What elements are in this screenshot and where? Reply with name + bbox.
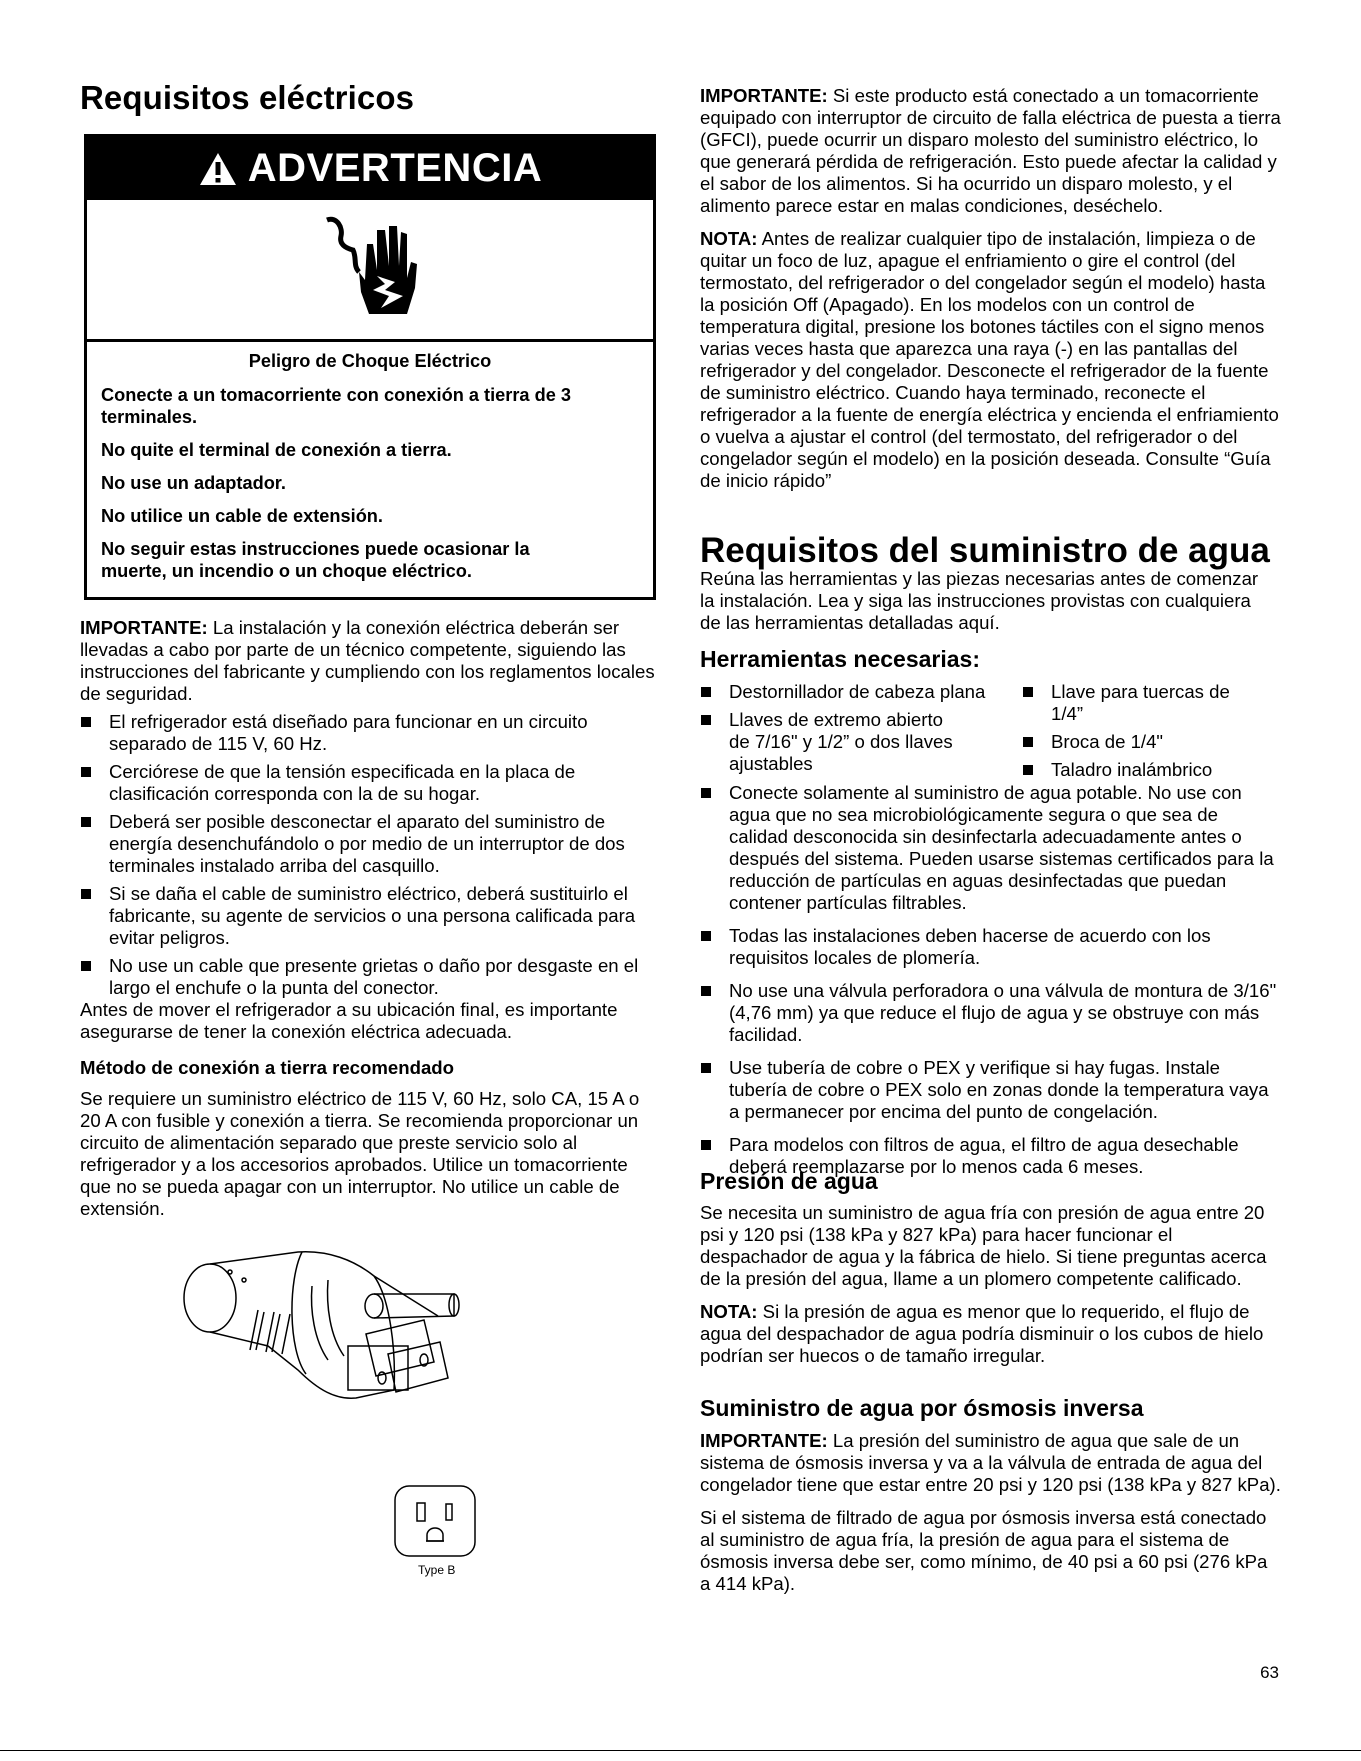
warning-item: Conecte a un tomacorriente con conexión a tierra de 3 terminales. xyxy=(101,385,571,427)
water-pressure-heading: Presión de agua xyxy=(700,1168,878,1194)
warning-item: No quite el terminal de conexión a tierra. xyxy=(101,440,452,460)
water-bullets xyxy=(700,782,1282,1184)
page-number: 63 xyxy=(1260,1663,1279,1682)
bottom-rule xyxy=(0,1750,1361,1751)
water-supply-heading: Requisitos del suministro de agua xyxy=(700,531,1270,570)
pressure-nota xyxy=(700,1301,1282,1367)
warning-item: No seguir estas instrucciones puede ocasionar la muerte, un incendio o un choque eléctrico. xyxy=(101,539,530,581)
grounding-method-heading: Método de conexión a tierra recomendado xyxy=(80,1057,455,1078)
list-item: Conecte solamente al suministro de agua potable. No use con agua que no sea microbiológicamente segura o que sea de calidad desconocida sin desinfectarla adecuadamente antes o después del sistema. Pueden usarse sistemas certificados para la reducción de partículas en aguas desinfectadas que puedan contener partículas filtrables. xyxy=(700,782,1282,914)
tools-heading: Herramientas necesarias: xyxy=(700,646,980,672)
list-item: Cerciórese de que la tensión especificada en la placa de clasificación corresponda con la de su hogar. xyxy=(80,761,660,805)
grounding-method-text: Se requiere un suministro eléctrico de 115 V, 60 Hz, solo CA, 15 A o 20 A con fusible y conexión a tierra. Se recomienda proporcionar un circuito de alimentación separado que preste servicio solo al refrigerador y a los accesorios aprobados. Utilice un tomacorriente que no se pueda apagar con un interruptor. No utilice un cable de extensión. xyxy=(80,1088,640,1219)
warning-item: No use un adaptador. xyxy=(101,473,286,493)
list-item: No use una válvula perforadora o una válvula de montura de 3/16" (4,76 mm) ya que reduce el flujo de agua y se obstruye con más facilidad. xyxy=(700,980,1282,1046)
hazard-title: Peligro de Choque Eléctrico xyxy=(248,351,492,371)
nota-label: NOTA: xyxy=(700,1301,758,1322)
tools-list-col2 xyxy=(1022,681,1282,787)
warning-box xyxy=(84,134,656,600)
list-item: No use un cable que presente grietas o daño por desgaste en el largo el enchufe o la punta del conector. xyxy=(80,955,660,999)
list-item: Taladro inalámbrico xyxy=(1022,759,1282,781)
type-b-outlet-illustration xyxy=(393,1484,477,1558)
nota-text: Si la presión de agua es menor que lo requerido, el flujo de agua del despachador de agua podría disminuir o los cubos de hielo podrían ser huecos o de tamaño irregular. xyxy=(700,1301,1264,1366)
important-label: IMPORTANTE: xyxy=(80,617,208,638)
warning-title: ADVERTENCIA xyxy=(247,146,543,190)
nota-paragraph xyxy=(700,228,1282,492)
gfci-important-paragraph xyxy=(700,85,1282,217)
nota-text: Antes de realizar cualquier tipo de instalación, limpieza o de quitar un foco de luz, apague el enfriamiento o gire el control (del termostato, del refrigerador o del congelador según el modelo) hasta la posición Off (Apagado). En los modelos con un control de temperatura digital, presione los botones táctiles con el signo menos varias veces hasta que aparezca una raya (-) en las pantallas del refrigerador y del congelador. Desconecte el refrigerador de la fuente de suministro eléctrico. Cuando haya terminado, reconecte el refrigerador a la fuente de energía eléctrica y encienda el enfriamiento o vuelva a ajustar el control (del termostato, del refrigerador o del congelador según el modelo) en la posición deseada. Consulte “Guía de inicio rápido” xyxy=(700,228,1279,491)
list-item: Si se daña el cable de suministro eléctrico, deberá sustituirlo el fabricante, su agente de servicios o una persona calificada para evitar peligros. xyxy=(80,883,660,949)
list-item: Para modelos con filtros de agua, el filtro de agua desechable deberá reemplazarse por lo menos cada 6 meses. xyxy=(700,1134,1282,1178)
reverse-osmosis-heading: Suministro de agua por ósmosis inversa xyxy=(700,1395,1144,1421)
warning-triangle-icon xyxy=(198,151,238,187)
list-item: Use tubería de cobre o PEX y verifique si hay fugas. Instale tubería de cobre o PEX solo en zonas donde la temperatura vaya a permanecer por encima del punto de congelación. xyxy=(700,1057,1282,1123)
important-label: IMPORTANTE: xyxy=(700,1430,828,1451)
pressure-text: Se necesita un suministro de agua fría con presión de agua entre 20 psi y 120 psi (138 kPa y 827 kPa) para hacer funcionar el despachador de agua y la fábrica de hielo. Si tiene preguntas acerca de la presión del agua, llame a un plomero competente calificado. xyxy=(700,1202,1267,1289)
grounded-plug-illustration xyxy=(178,1250,468,1430)
list-item: Destornillador de cabeza plana xyxy=(700,681,1010,703)
important-paragraph xyxy=(80,617,660,705)
important-text: La presión del suministro de agua que sale de un sistema de ósmosis inversa y va a la válvula de entrada de agua del congelador tiene que estar entre 20 psi y 120 psi (138 kPa y 827 kPa). xyxy=(700,1430,1281,1495)
electrical-requirements-heading: Requisitos eléctricos xyxy=(80,79,415,116)
list-item: Llave para tuercas de 1/4” xyxy=(1022,681,1251,725)
outlet-caption: Type B xyxy=(418,1563,456,1577)
tools-list-col1 xyxy=(700,681,1010,781)
list-item: El refrigerador está diseñado para funcionar en un circuito separado de 115 V, 60 Hz. xyxy=(80,711,660,755)
electric-shock-hand-icon xyxy=(323,214,423,329)
warning-item: No utilice un cable de extensión. xyxy=(101,506,383,526)
after-bullets-paragraph: Antes de mover el refrigerador a su ubicación final, es importante asegurarse de tener la conexión eléctrica adecuada. xyxy=(80,999,618,1042)
important-text: Si este producto está conectado a un tomacorriente equipado con interruptor de circuito de falla eléctrica de puesta a tierra (GFCI), puede ocurrir un disparo molesto del suministro eléctrico, lo que generará pérdida de refrigeración. Esto puede afectar la calidad y el sabor de los alimentos. Si ha ocurrido un disparo molesto, y el alimento parece estar en malas condiciones, deséchelo. xyxy=(700,85,1281,216)
list-item: Llaves de extremo abierto de 7/16" y 1/2” o dos llaves ajustables xyxy=(700,709,959,775)
important-label: IMPORTANTE: xyxy=(700,85,828,106)
ro-paragraph: Si el sistema de filtrado de agua por ósmosis inversa está conectado al suministro de agua fría, la presión de agua para el sistema de ósmosis inversa debe ser, como mínimo, de 40 psi a 60 psi (276 kPa a 414 kPa). xyxy=(700,1507,1268,1594)
list-item: Deberá ser posible desconectar el aparato del suministro de energía desenchufándolo o por medio de un interruptor de dos terminales instalado arriba del casquillo. xyxy=(80,811,660,877)
water-intro: Reúna las herramientas y las piezas necesarias antes de comenzar la instalación. Lea y siga las instrucciones provistas con cualquiera de las herramientas detalladas aquí. xyxy=(700,568,1259,633)
warning-header xyxy=(87,137,653,200)
nota-label: NOTA: xyxy=(700,228,758,249)
shock-hazard-area xyxy=(87,200,653,342)
important-text: La instalación y la conexión eléctrica deberán ser llevadas a cabo por parte de un técnico competente, siguiendo las instrucciones del fabricante y cumpliendo con los reglamentos locales de seguridad. xyxy=(80,617,655,704)
list-item: Todas las instalaciones deben hacerse de acuerdo con los requisitos locales de plomería. xyxy=(700,925,1282,969)
electrical-bullets xyxy=(80,711,660,999)
list-item: Broca de 1/4" xyxy=(1022,731,1282,753)
ro-important-paragraph xyxy=(700,1430,1282,1496)
